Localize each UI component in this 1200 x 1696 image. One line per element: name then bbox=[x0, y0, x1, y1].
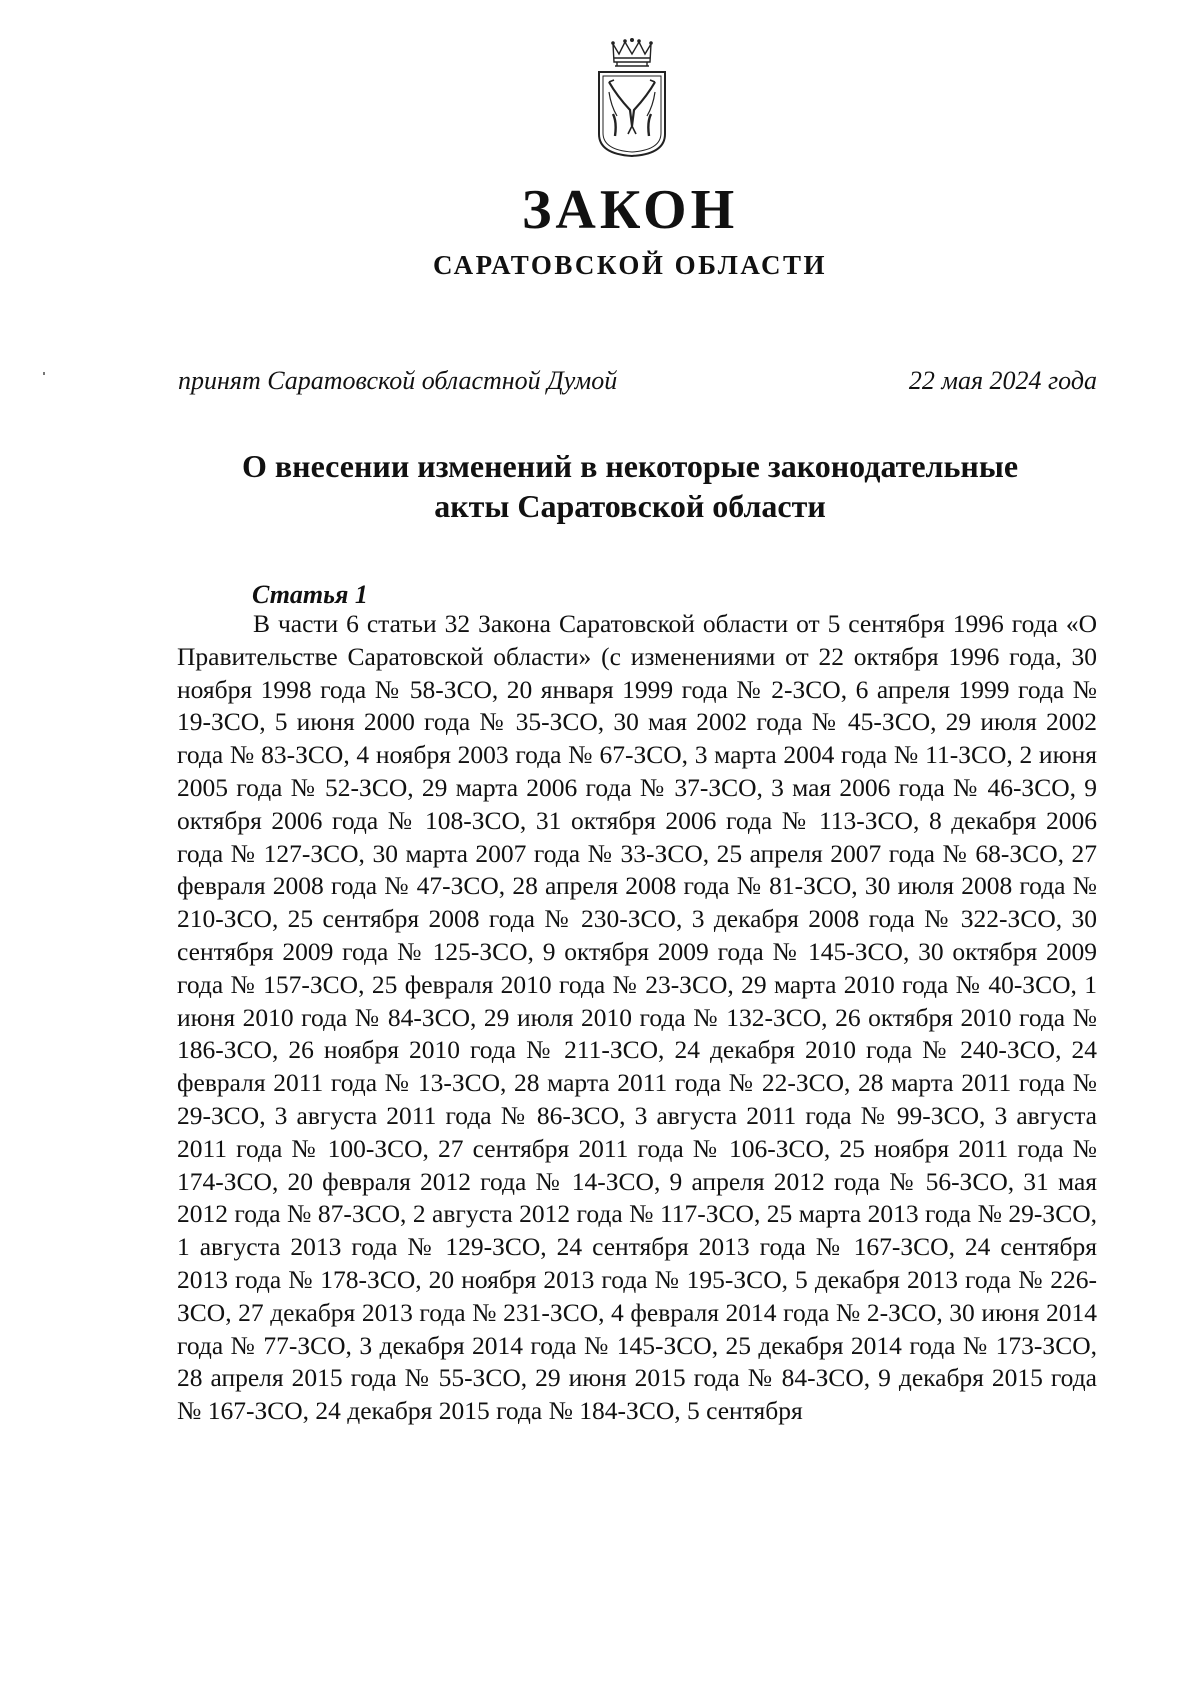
document-heading bbox=[160, 446, 1100, 526]
law-subtitle: САРАТОВСКОЙ ОБЛАСТИ bbox=[432, 250, 828, 280]
article-1-title: Статья 1 bbox=[252, 580, 368, 609]
adopted-by: принят Саратовской областной Думой bbox=[178, 366, 618, 395]
law-title: ЗАКОН bbox=[521, 179, 739, 241]
adoption-date: 22 мая 2024 года bbox=[908, 366, 1097, 395]
scan-speck bbox=[43, 372, 45, 375]
article-1-text: В части 6 статьи 32 Закона Саратовской области от 5 сентября 1996 года «О Правительстве Саратовской области» (с изменениями от 22 октября 1996 года, 30 ноября 1998 года № 58-ЗСО, 20 января 1999 года № 2-ЗСО, 6 апреля 1999 года № 19-ЗСО, 5 июня 2000 года № 35-ЗСО, 30 мая 2002 года № 45-ЗСО, 29 июля 2002 года № 83-ЗСО, 4 ноября 2003 года № 67-ЗСО, 3 марта 2004 года № 11-ЗСО, 2 июня 2005 года № 52-ЗСО, 29 марта 2006 года № 37-ЗСО, 3 мая 2006 года № 46-ЗСО, 9 октября 2006 года № 108-ЗСО, 31 октября 2006 года № 113-ЗСО, 8 декабря 2006 года № 127-ЗСО, 30 марта 2007 года № 33-ЗСО, 25 апреля 2007 года № 68-ЗСО, 27 февраля 2008 года № 47-ЗСО, 28 апреля 2008 года № 81-ЗСО, 30 июля 2008 года № 210-ЗСО, 25 сентября 2008 года № 230-ЗСО, 3 декабря 2008 года № 322-ЗСО, 30 сентября 2009 года № 125-ЗСО, 9 октября 2009 года № 145-ЗСО, 30 октября 2009 года № 157-ЗСО, 25 февраля 2010 года № 23-ЗСО, 29 марта 2010 года № 40-ЗСО, 1 июня 2010 года № 84-ЗСО, 29 июля 2010 года № 132-ЗСО, 26 октября 2010 года № 186-ЗСО, 26 ноября 2010 года № 211-ЗСО, 24 декабря 2010 года № 240-ЗСО, 24 февраля 2011 года № 13-ЗСО, 28 марта 2011 года № 22-ЗСО, 28 марта 2011 года № 29-ЗСО, 3 августа 2011 года № 86-ЗСО, 3 августа 2011 года № 99-ЗСО, 3 августа 2011 года № 100-ЗСО, 27 сентября 2011 года № 106-ЗСО, 25 ноября 2011 года № 174-ЗСО, 20 февраля 2012 года № 14-ЗСО, 9 апреля 2012 года № 56-ЗСО, 31 мая 2012 года № 87-ЗСО, 2 августа 2012 года № 117-ЗСО, 25 марта 2013 года № 29-ЗСО, 1 августа 2013 года № 129-ЗСО, 24 сентября 2013 года № 167-ЗСО, 24 сентября 2013 года № 178-ЗСО, 20 ноября 2013 года № 195-ЗСО, 5 декабря 2013 года № 226-ЗСО, 27 декабря 2013 года № 231-ЗСО, 4 февраля 2014 года № 2-ЗСО, 30 июня 2014 года № 77-ЗСО, 3 декабря 2014 года № 145-ЗСО, 25 декабря 2014 года № 173-ЗСО, 28 апреля 2015 года № 55-ЗСО, 29 июня 2015 года № 84-ЗСО, 9 декабря 2015 года № 167-ЗСО, 24 декабря 2015 года № 184-ЗСО, 5 сентября bbox=[177, 609, 1097, 1426]
saratov-coat-of-arms-icon bbox=[595, 36, 669, 158]
document-heading-line-1: О внесении изменений в некоторые законодательные bbox=[241, 448, 1019, 484]
document-heading-line-2: акты Саратовской области bbox=[434, 488, 826, 524]
